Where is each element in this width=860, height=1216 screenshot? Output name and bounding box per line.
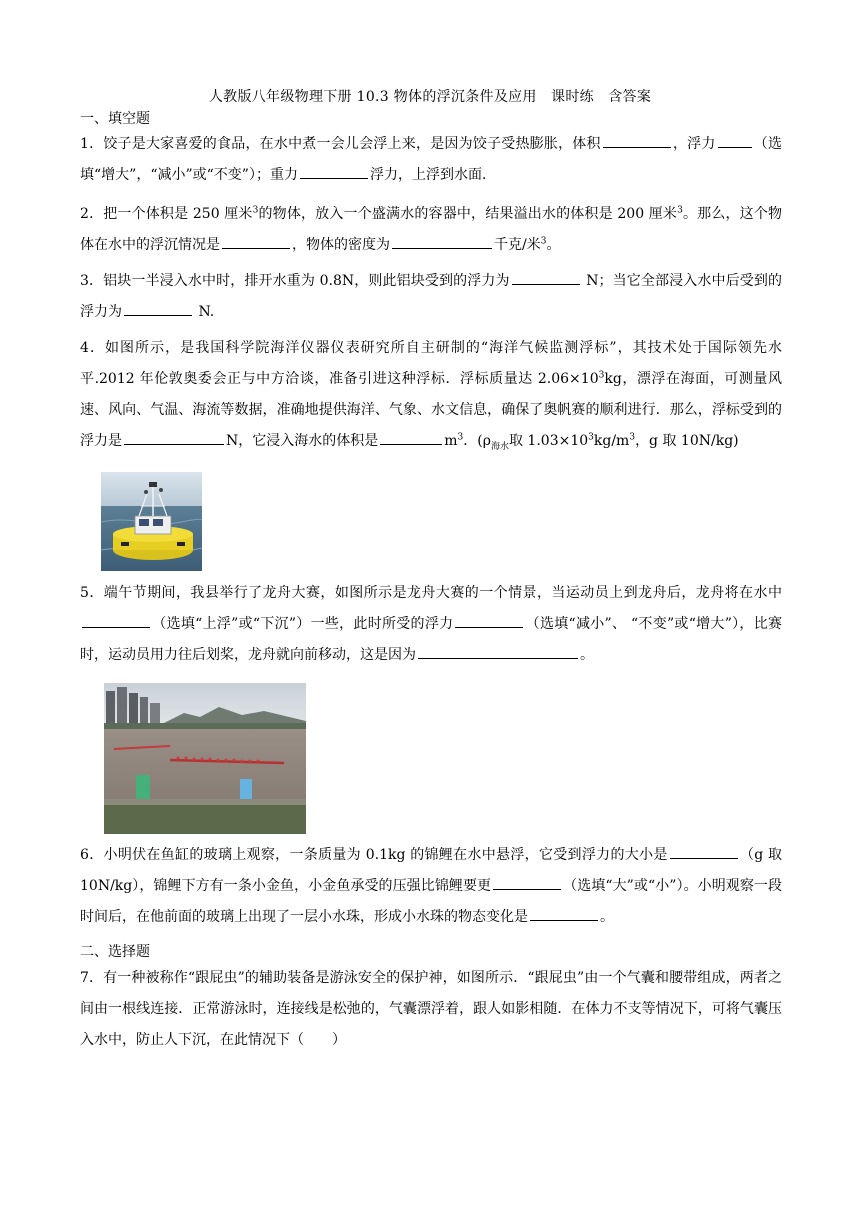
answer-blank[interactable] [392,232,492,249]
dragon-boat-photo [104,683,306,834]
question-7: 7．有一种被称作“跟屁虫”的辅助装备是游泳安全的保护神，如图所示．“跟屁虫”由一个气囊和腰带组成，两者之间由一根线连接．正常游泳时，连接线是松弛的，气囊漂浮着，跟人如影相随．在体力不支等情况下，可将气囊压入水中，防止人下沉，在此情况下（ ） [80,970,782,1048]
document-title: 人教版八年级物理下册 10.3 物体的浮沉条件及应用 课时练 含答案 [208,89,652,105]
answer-blank[interactable] [512,268,580,285]
answer-blank[interactable] [380,428,442,445]
answer-blank[interactable] [493,873,561,890]
answer-blank[interactable] [418,642,578,659]
answer-blank[interactable] [222,232,290,249]
answer-blank[interactable] [124,299,192,316]
section-fill-in-blank: 一、填空题 [80,111,150,127]
section-multiple-choice: 二、选择题 [80,944,150,960]
answer-blank[interactable] [530,904,598,921]
question-6: 6．小明伏在鱼缸的玻璃上观察，一条质量为 0.1kg 的锦鲤在水中悬浮，它受到浮力的大小是 （g 取 10N/kg），锦鲤下方有一条小金鱼，小金鱼承受的压强比锦鲤要更 （选填“大”或“小”）。小明观察一段时间后，在他前面的玻璃上出现了一层小水珠，形成小水珠的物态变化是 。 [80,840,782,933]
question-2: 2．把一个体积是 250 厘米$^3$的物体，放入一个盛满水的容器中，结果溢出水的体积是 200 厘米$^3$。那么，这个物体在水中的浮沉情况是 ，物体的密度为 千克/米$^3$。 [80,205,783,253]
question-3: 3．铝块一半浸入水中时，排开水重为 0.8N，则此铝块受到的浮力为 N；当它全部浸入水中后受到的浮力为 N. [80,266,782,328]
question-4: 4．如图所示，是我国科学院海洋仪器仪表研究所自主研制的“海洋气候监测浮标”，其技术处于国际领先水平.2012 年伦敦奥委会正与中方洽谈，准备引进这种浮标．浮标质量达 $2.06\times 10^3kg$，漂浮在海面，可测量风速、风向、气温、海流等数据，准确地提供海洋、气象、水文信息，确保了奥帆赛的顺利进行．那么，浮标受到的浮力是 N，它浸入海水的体积是 $m^3$．($\rho_{海水}$取 $1.03\times 10^3kg/m^3$，g 取 10N/kg) [80,340,782,452]
question-1: 1．饺子是大家喜爱的食品，在水中煮一会儿会浮上来，是因为饺子受热膨胀，体积 ，浮力 （选填“增大”，“减小”或“不变”）；重力 浮力，上浮到水面． [80,129,782,191]
buoy-photo [101,472,202,571]
answer-blank[interactable] [82,611,150,628]
answer-blank[interactable] [455,611,523,628]
question-5: 5．端午节期间，我县举行了龙舟大赛，如图所示是龙舟大赛的一个情景，当运动员上到龙舟后，龙舟将在水中（选填“上浮”或“下沉”）一些，此时所受的浮力 （选填“减小”、 “不变”或“增大”），比赛时，运动员用力往后划桨，龙舟就向前移动，这是因为 。 [80,585,782,663]
answer-blank[interactable] [124,428,224,445]
answer-blank[interactable] [603,131,671,148]
answer-blank[interactable] [670,842,738,859]
answer-blank[interactable] [718,131,752,148]
answer-blank[interactable] [300,162,368,179]
